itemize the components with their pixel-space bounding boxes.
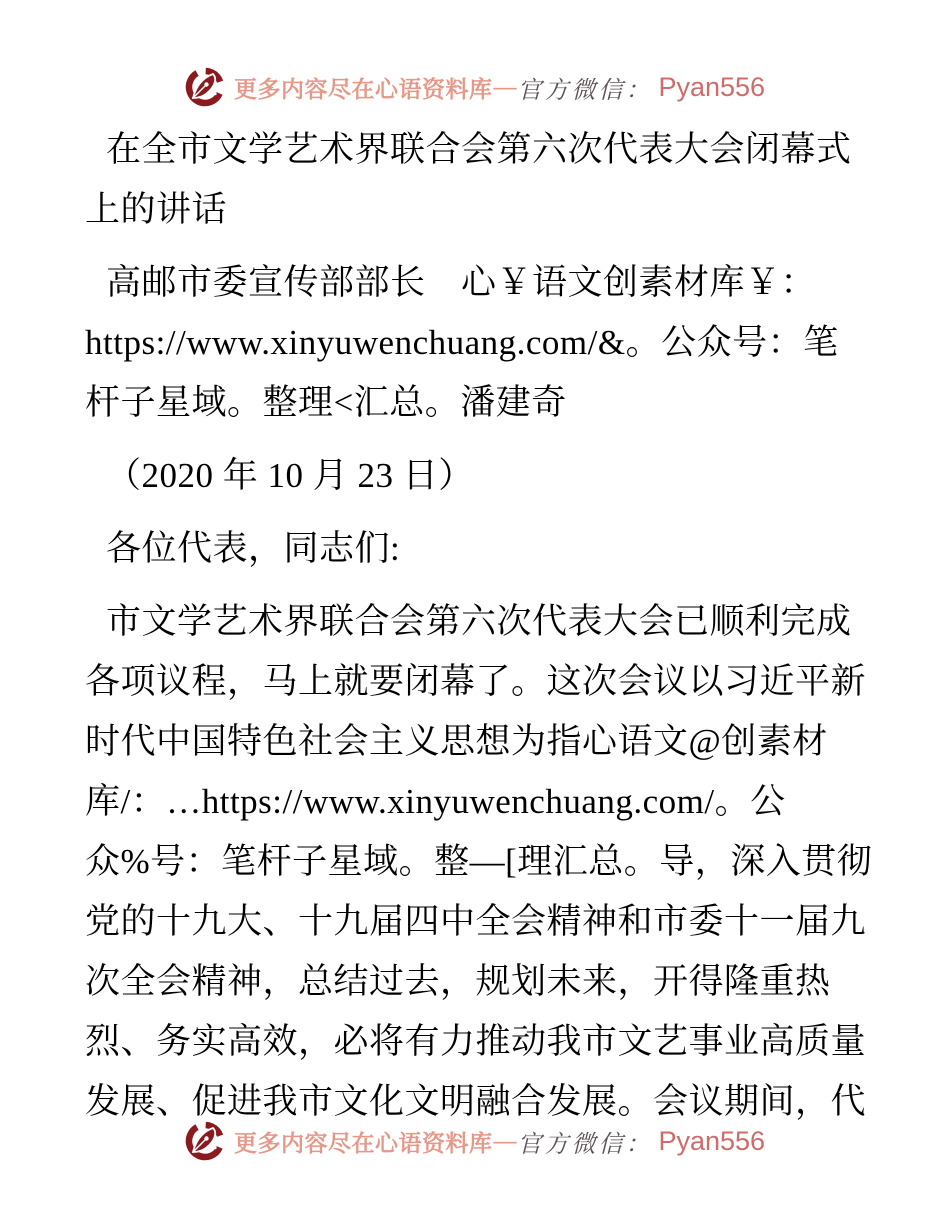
pen-logo-icon bbox=[185, 1121, 225, 1161]
text-line: 库/：…https://www.xinyuwenchuang.com/。公 bbox=[85, 782, 786, 821]
paragraph-body-1 bbox=[85, 592, 875, 1132]
text-line: 发展、促进我市文化文明融合发展。会议期间，代 bbox=[85, 1082, 867, 1121]
paragraph-salutation bbox=[85, 519, 875, 579]
text-line: 烈、务实高效，必将有力推动我市文艺事业高质量 bbox=[85, 1022, 867, 1061]
text-line: （2020 年 10 月 23 日） bbox=[106, 456, 474, 495]
watermark-dash: — bbox=[493, 1128, 515, 1153]
pen-logo-icon bbox=[185, 67, 225, 107]
text-line: 高邮市委宣传部部长 心￥语文创素材库￥： bbox=[106, 263, 817, 302]
paragraph-date bbox=[85, 446, 875, 506]
watermark-brand-text: 更多内容尽在心语资料库 bbox=[233, 76, 493, 102]
watermark-wechat-id: Pyan556 bbox=[658, 1125, 766, 1156]
text-line: 各项议程，马上就要闭幕了。这次会议以习近平新 bbox=[85, 662, 867, 701]
document-content bbox=[85, 120, 875, 1132]
text-line: 在全市文学艺术界联合会第六次代表大会闭幕式 bbox=[106, 130, 852, 169]
watermark-dash: — bbox=[493, 74, 515, 99]
watermark-official-wechat-label: 官方微信： bbox=[517, 77, 653, 104]
text-line: 次全会精神，总结过去，规划未来，开得隆重热 bbox=[85, 962, 831, 1001]
text-line: 市文学艺术界联合会第六次代表大会已顺利完成 bbox=[106, 602, 852, 641]
text-line: 各位代表，同志们: bbox=[106, 529, 401, 568]
text-line: 众%号：笔杆子星域。整—[理汇总。导，深入贯彻 bbox=[85, 842, 873, 881]
footer-watermark bbox=[0, 1118, 950, 1164]
text-line: 上的讲话 bbox=[85, 190, 228, 229]
header-watermark bbox=[0, 64, 950, 110]
text-line: https://www.xinyuwenchuang.com/&。公众号：笔 bbox=[85, 323, 839, 362]
paragraph-title bbox=[85, 120, 875, 240]
watermark-wechat-id: Pyan556 bbox=[658, 71, 766, 102]
text-line: 杆子星域。整理<汇总。潘建奇 bbox=[85, 383, 567, 422]
text-line: 党的十九大、十九届四中全会精神和市委十一届九 bbox=[85, 902, 867, 941]
watermark-brand-text: 更多内容尽在心语资料库 bbox=[233, 1130, 493, 1156]
text-line: 时代中国特色社会主义思想为指心语文@创素材 bbox=[85, 722, 828, 761]
paragraph-byline bbox=[85, 253, 875, 433]
watermark-official-wechat-label: 官方微信： bbox=[517, 1131, 653, 1158]
